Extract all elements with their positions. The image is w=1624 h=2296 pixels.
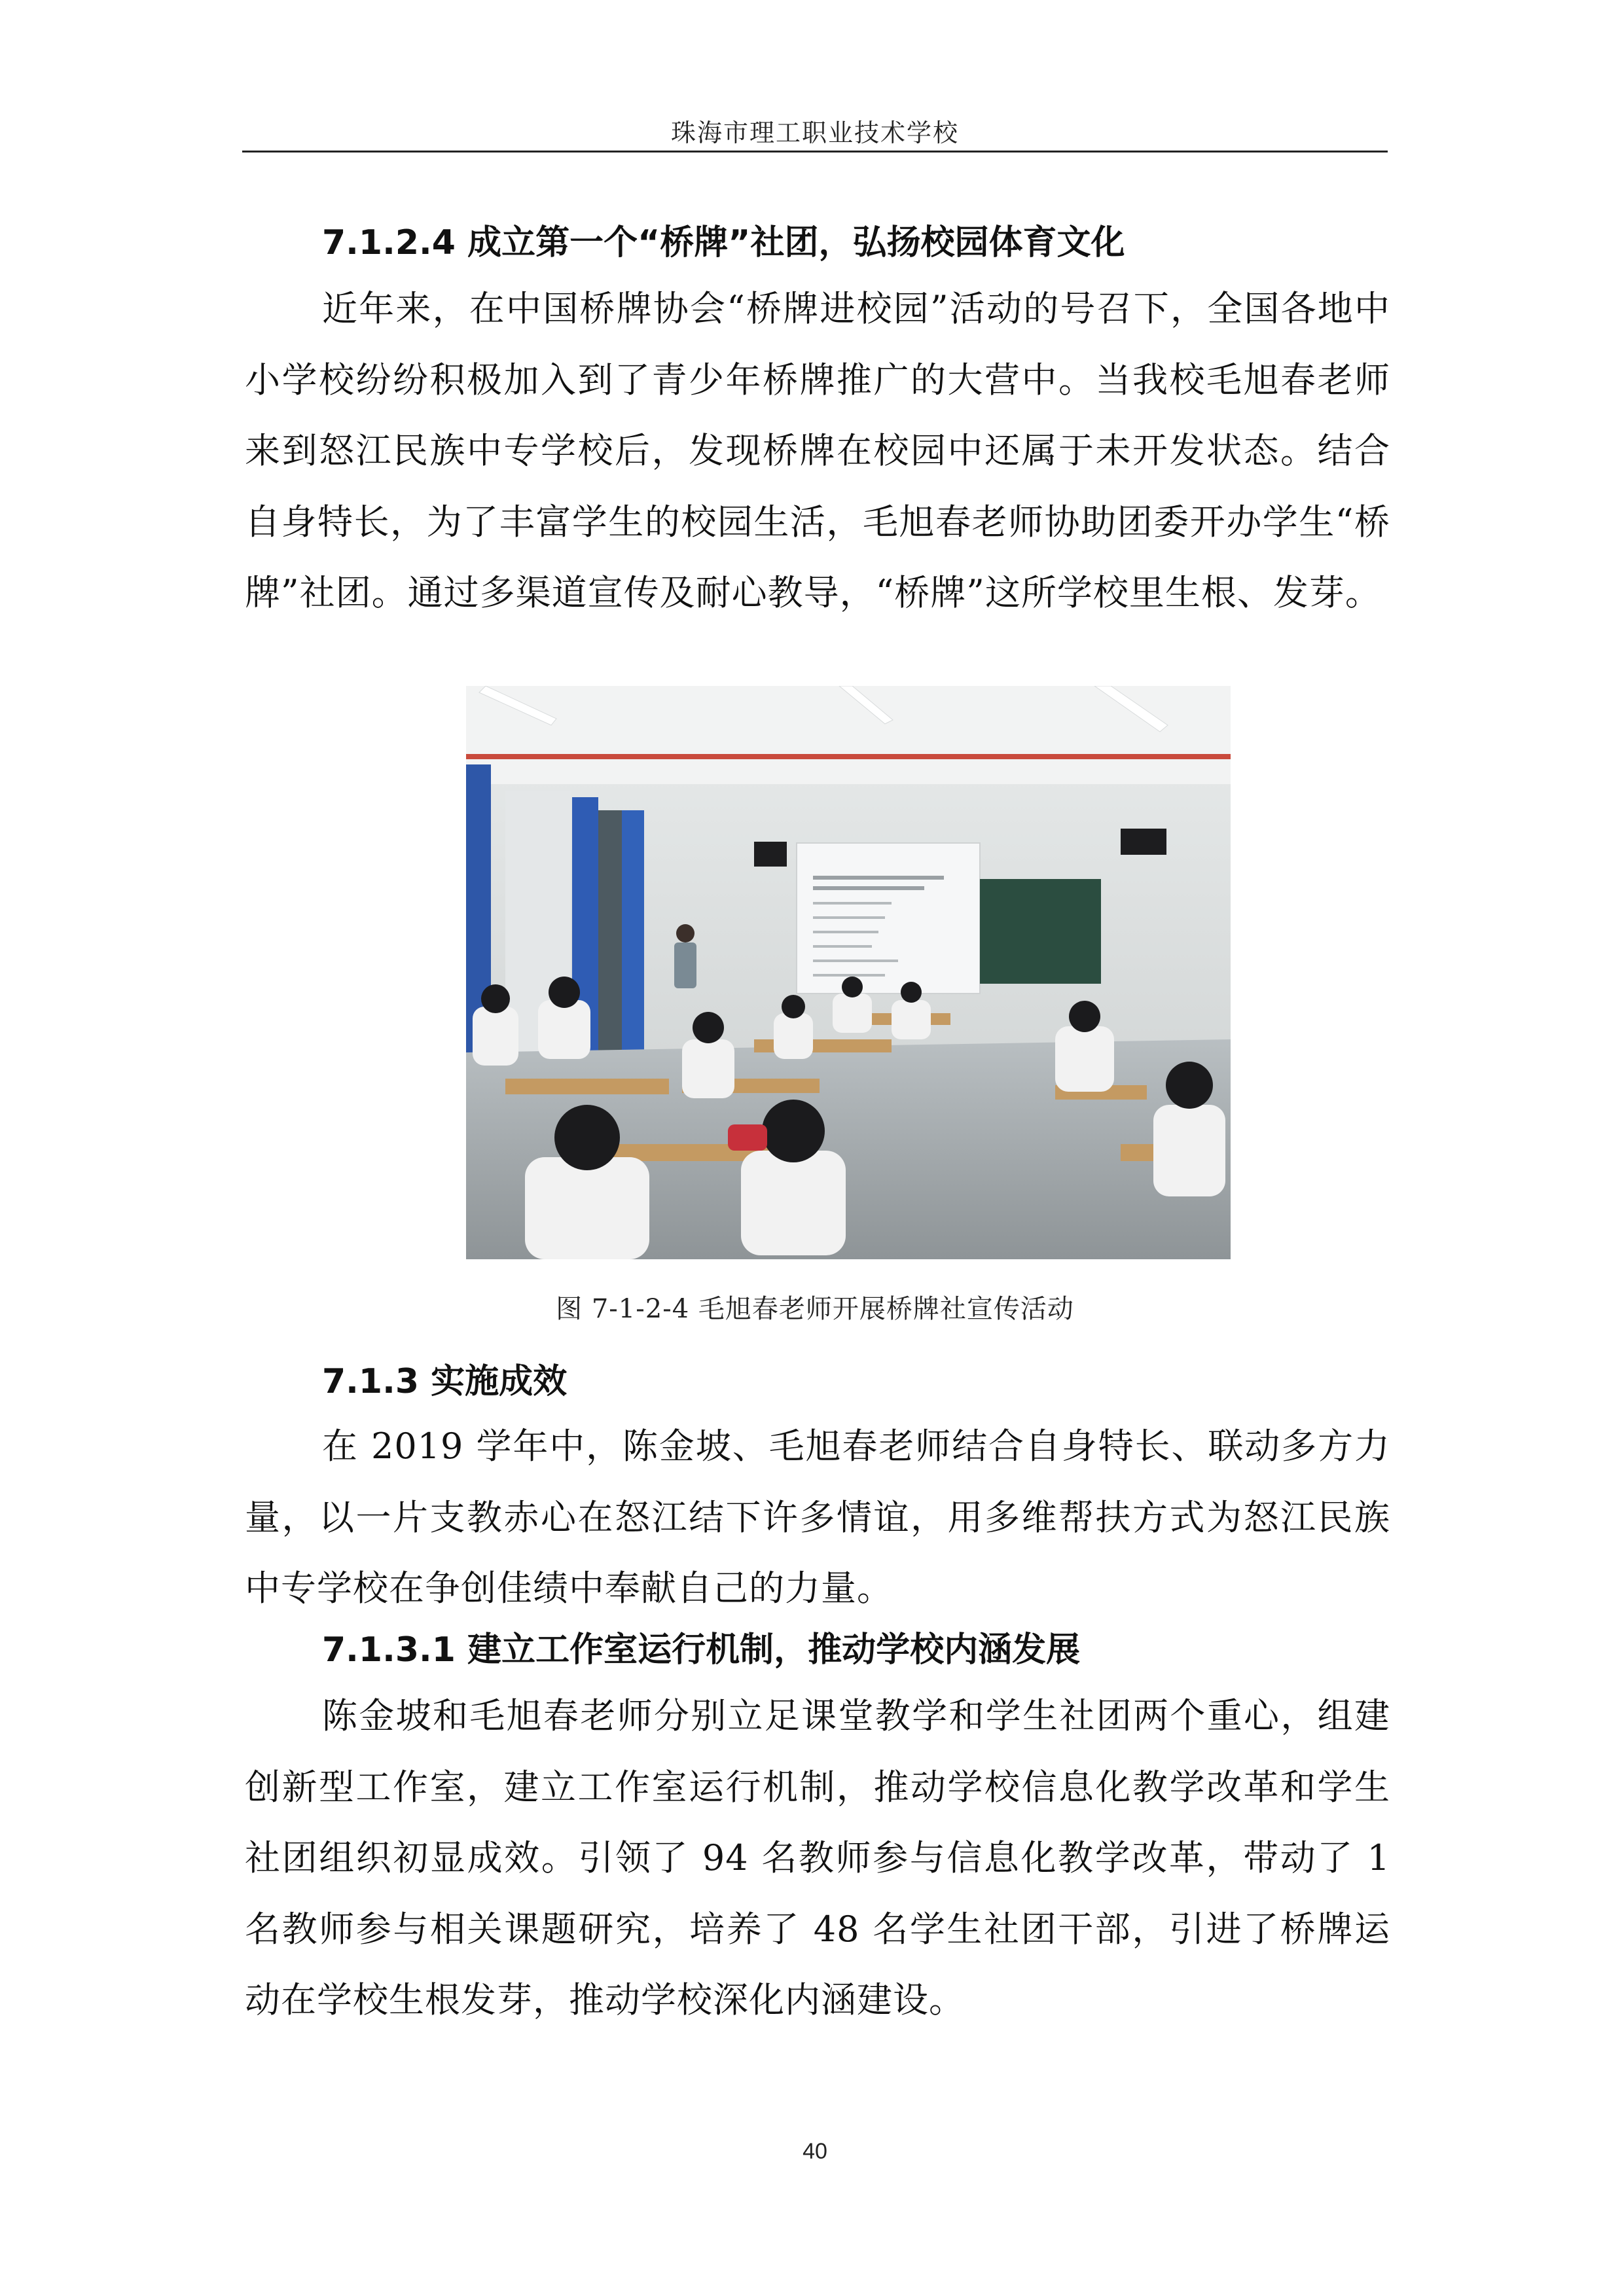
section-heading-7-1-2-4: 7.1.2.4 成立第一个“桥牌”社团，弘扬校园体育文化	[322, 223, 1125, 262]
section-heading-7-1-3: 7.1.3 实施成效	[322, 1362, 568, 1401]
classroom-photo	[466, 686, 1231, 1259]
paragraph-studio-mechanism: 陈金坡和毛旭春老师分别立足课堂教学和学生社团两个重心，组建创新型工作室，建立工作室运行机制，推动学校信息化教学改革和学生社团组织初显成效。引领了 94 名教师参与信息化教学改革，带动了 1 名教师参与相关课题研究，培养了 48 名学生社团干部，引进了桥牌运动在学校生根发芽，推动学校深化内涵建设。	[245, 1695, 1390, 2020]
page-header-title: 珠海市理工职业技术学校	[670, 118, 959, 147]
figure-caption: 图 7-1-2-4 毛旭春老师开展桥牌社宣传活动	[556, 1294, 1074, 1324]
section-heading-7-1-3-1: 7.1.3.1 建立工作室运行机制，推动学校内涵发展	[322, 1630, 1081, 1670]
paragraph-results: 在 2019 学年中，陈金坡、毛旭春老师结合自身特长、联动多方力量，以一片支教赤心在怒江结下许多情谊，用多维帮扶方式为怒江民族中专学校在争创佳绩中奉献自己的力量。	[245, 1426, 1390, 1609]
header-divider	[242, 151, 1388, 152]
page-number: 40	[803, 2139, 827, 2164]
classroom-photo-illustration	[466, 686, 1231, 1259]
paragraph-bridge-club: 近年来，在中国桥牌协会“桥牌进校园”活动的号召下，全国各地中小学校纷纷积极加入到了青少年桥牌推广的大营中。当我校毛旭春老师来到怒江民族中专学校后，发现桥牌在校园中还属于未开发状态。结合自身特长，为了丰富学生的校园生活，毛旭春老师协助团委开办学生“桥牌”社团。通过多渠道宣传及耐心教导，“桥牌”这所学校里生根、发芽。	[245, 288, 1390, 613]
